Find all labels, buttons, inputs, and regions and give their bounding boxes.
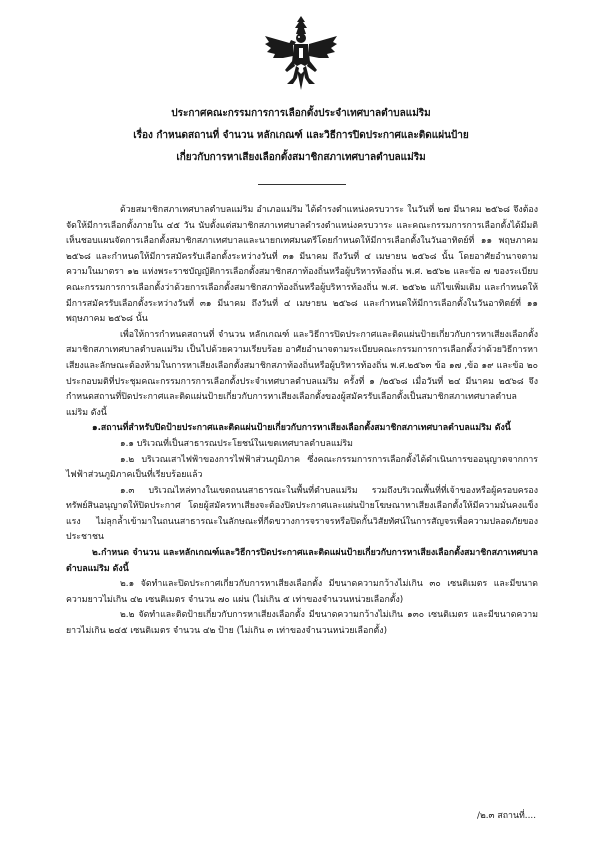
document-title-line1: ประกาศคณะกรรมการการเลือกตั้งประจำเทศบาลตำบลแม่ริม (171, 108, 431, 119)
heading-section-1: ๑.สถานที่สำหรับปิดป้ายประกาศและติดแผ่นป้ายเกี่ยวกับการหาเสียงเลือกตั้งสมาชิกสภาเทศบาลตำบลแม่ริม ดังนี้ (92, 423, 511, 434)
item-2-2: ๒.๒ จัดทำและติดป้ายเกี่ยวกับการหาเสียงเลือกตั้ง มีขนาดความกว้างไม่เกิน ๑๓๐ เซนติเมตร และมีขนาดความยาวไม่เกิน ๒๔๕ เซนติเมตร จำนวน ๔๒ ป้าย (ไม่เกิน ๓ เท่าของจำนวนหน่วยเลือกตั้ง) (66, 610, 538, 637)
item-2-1: ๒.๑ จัดทำและปิดประกาศเกี่ยวกับการหาเสียงเลือกตั้ง มีขนาดความกว้างไม่เกิน ๓๐ เซนติเมตร และมีขนาดความยาวไม่เกิน ๔๒ เซนติเมตร จำนวน ๗๐ แผ่น (ไม่เกิน ๕ เท่าของจำนวนหน่วยเลือกตั้ง) (66, 579, 538, 605)
garuda-emblem-icon (263, 14, 339, 92)
document-title-line2: เรื่อง กำหนดสถานที่ จำนวน หลักเกณฑ์ และวิธีการปิดประกาศและติดแผ่นป้าย (133, 130, 469, 141)
continuation-marker: /๒.๓ สถานที่.... (476, 811, 536, 821)
heading-section-2: ๒.กำหนด จำนวน และหลักเกณฑ์และวิธีการปิดประกาศและติดแผ่นป้ายเกี่ยวกับการหาเสียงเลือกตั้งสมาชิกสภาเทศบาลตำบลแม่ริม ดังนี้ (66, 548, 538, 574)
document-title-line3: เกี่ยวกับการหาเสียงเลือกตั้งสมาชิกสภาเทศบาลตำบลแม่ริม (176, 152, 426, 163)
paragraph-purpose: เพื่อให้การกำหนดสถานที่ จำนวน หลักเกณฑ์ และวิธีการปิดประกาศและติดแผ่นป้ายเกี่ยวกับการหาเสียงเลือกตั้งสมาชิกสภาเทศบาลตำบลแม่ริม เป็นไปด้วยความเรียบร้อย อาศัยอำนาจตามระเบียบคณะกรรมการการเลือกตั้งว่าด้วยวิธีการหาเสียงและลักษณะต้องห้ามในการหาเสียงเลือกตั้งสมาชิกสภาท้องถิ่นหรือผู้บริหารท้องถิ่น พ.ศ.๒๕๖๓ ข้อ ๑๗ ,ข้อ ๑๙ และข้อ ๒๐ ประกอบมติที่ประชุมคณะกรรมการการเลือกตั้งประจำเทศบาลตำบลแม่ริม ครั้งที่ ๑ /๒๕๖๘ เมื่อวันที่ ๒๔ มีนาคม ๒๕๖๘ จึงกำหนดสถานที่ปิดประกาศและติดแผ่นป้ายเกี่ยวกับการหาเสียงเลือกตั้งของผู้สมัครรับเลือกตั้งเป็นสมาชิกสภาเทศบาลตำบลแม่ริม ดังนี้ (66, 329, 538, 418)
title-separator (258, 184, 346, 185)
item-1-1: ๑.๑ บริเวณที่เป็นสาธารณประโยชน์ในเขตเทศบาลตำบลแม่ริม (120, 438, 353, 449)
item-1-3: ๑.๓ บริเวณไหล่ทางในเขตถนนสาธารณะในพื้นที่ตำบลแม่ริม รวมถึงบริเวณพื้นที่ที่เจ้าของหรือผู้ครอบครองทรัพย์สินอนุญาตให้ปิดประกาศ โดยผู้สมัครหาเสียงจะต้องปิดประกาศและแผ่นป้ายโฆษณาหาเสียงเลือกตั้งให้มีความมั่นคงแข็งแรง ไม่ลุกล้ำเข้ามาในถนนสาธารณะในลักษณะที่กีดขวางการจราจรหรือปิดกั้นวิสัยทัศน์ในการสัญจรเพื่อความปลอดภัยของประชาชน (66, 485, 538, 543)
item-1-2: ๑.๒ บริเวณเสาไฟฟ้าของการไฟฟ้าส่วนภูมิภาค ซึ่งคณะกรรมการการเลือกตั้งได้ดำเนินการขออนุญาตจากการไฟฟ้าส่วนภูมิภาคเป็นที่เรียบร้อยแล้ว (66, 454, 538, 481)
document-body (66, 203, 538, 640)
paragraph-background: ด้วยสมาชิกสภาเทศบาลตำบลแม่ริม อำเภอแม่ริม ได้ดำรงตำแหน่งครบวาระ ในวันที่ ๒๗ มีนาคม ๒๕๖๘ จึงต้องจัดให้มีการเลือกตั้งภายใน ๔๕ วัน นับตั้งแต่สมาชิกสภาเทศบาลดำรงตำแหน่งครบวาระ และคณะกรรมการการเลือกตั้งได้มีมติเห็นชอบแผนจัดการเลือกตั้งสมาชิกสภาเทศบาลและนายกเทศมนตรีโดยกำหนดให้มีการเลือกตั้งในวันอาทิตย์ที่ ๑๑ พฤษภาคม ๒๕๖๘ และกำหนดให้มีการสมัครรับเลือกตั้งระหว่างวันที่ ๓๑ มีนาคม ถึงวันที่ ๔ เมษายน ๒๕๖๘ นั้น โดยอาศัยอำนาจตามความในมาตรา ๑๒ แห่งพระราชบัญญัติการเลือกตั้งสมาชิกสภาท้องถิ่นหรือผู้บริหารท้องถิ่น พ.ศ. ๒๕๖๒ และข้อ ๗ ของระเบียบคณะกรรมการการเลือกตั้งว่าด้วยการเลือกตั้งสมาชิกสภาท้องถิ่นหรือผู้บริหารท้องถิ่น พ.ศ. ๒๕๖๒ แก้ไขเพิ่มเติม และกำหนดให้มีการสมัครรับเลือกตั้งระหว่างวันที่ ๓๑ มีนาคม ถึงวันที่ ๔ เมษายน ๒๕๖๘ และกำหนดให้มีการเลือกตั้งในวันอาทิตย์ที่ ๑๑ พฤษภาคม ๒๕๖๘ นั้น (66, 205, 538, 325)
